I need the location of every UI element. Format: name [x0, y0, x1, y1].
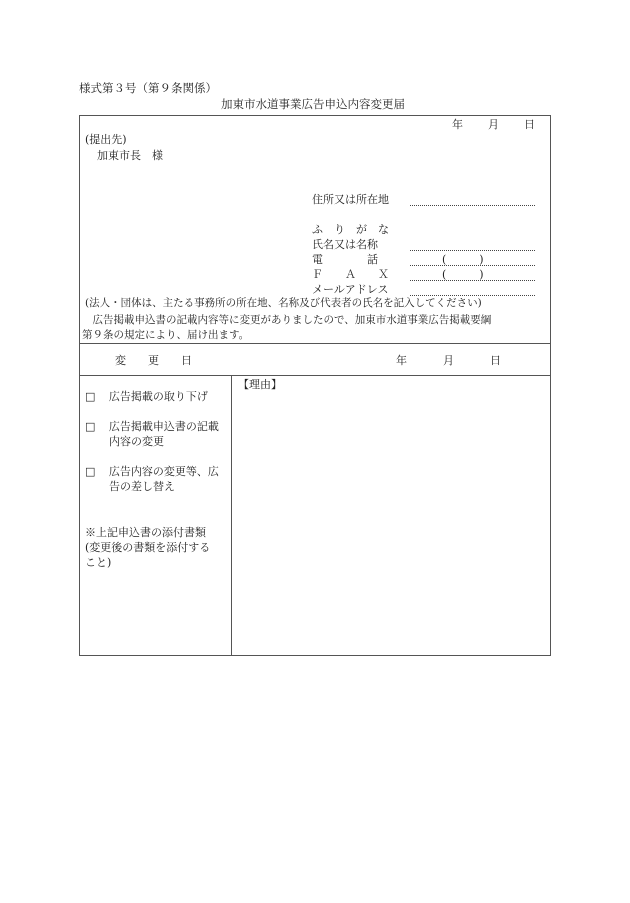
fax-label: Ｆ Ａ Ｘ — [312, 268, 389, 281]
option-replace-ad-label-1: 広告内容の変更等、広 — [108, 465, 219, 478]
option-replace-ad-label-2: 告の差し替え — [109, 480, 175, 493]
attachment-note-1: ※上記申込書の添付書類 — [85, 526, 206, 539]
divider-top — [80, 343, 550, 344]
name-label: 氏名又は名称 — [312, 238, 378, 251]
option-change-application-label-1: 広告掲載申込書の記載 — [108, 420, 219, 433]
form-number: 様式第３号（第９条関係） — [79, 81, 217, 95]
body-line-1: 広告掲載申込書の記載内容等に変更がありましたので、加東市水道事業広告掲載要綱 — [82, 314, 492, 326]
furigana-label: ふ り が な — [312, 223, 389, 236]
change-date-label: 変 更 日 — [115, 354, 192, 367]
option-withdraw-label: 広告掲載の取り下げ — [108, 390, 208, 403]
addressee: 加東市長 様 — [97, 149, 163, 162]
body-line-2: 第９条の規定により、届け出ます。 — [82, 329, 250, 341]
fax-paren: ( ) — [442, 268, 484, 281]
option-withdraw[interactable] — [85, 390, 208, 403]
phone-label: 電 話 — [312, 253, 378, 266]
option-replace-ad[interactable] — [85, 465, 219, 478]
email-field[interactable] — [410, 295, 535, 296]
checkbox-change-application[interactable]: □ — [85, 420, 96, 433]
attachment-note-2: (変更後の書類を添付する — [85, 541, 211, 554]
address-label: 住所又は所在地 — [312, 193, 389, 206]
date-month: 月 — [488, 118, 499, 131]
date-year: 年 — [452, 118, 463, 131]
reason-label: 【理由】 — [238, 378, 282, 391]
change-date-month: 月 — [443, 354, 454, 367]
form-frame — [79, 115, 551, 656]
date-day: 日 — [524, 118, 535, 131]
phone-paren: ( ) — [442, 253, 484, 266]
option-change-application[interactable] — [85, 420, 219, 433]
checkbox-withdraw[interactable]: □ — [85, 390, 96, 403]
email-label: メールアドレス — [312, 283, 389, 296]
change-date-year: 年 — [396, 354, 407, 367]
document-title: 加東市水道事業広告申込内容変更届 — [221, 97, 405, 111]
checkbox-replace-ad[interactable]: □ — [85, 465, 96, 478]
name-field[interactable] — [410, 250, 535, 251]
attachment-note-3: こと) — [85, 556, 112, 569]
option-change-application-label-2: 内容の変更 — [109, 435, 164, 448]
fax-field[interactable] — [410, 280, 535, 281]
change-date-day: 日 — [490, 354, 501, 367]
address-field[interactable] — [410, 205, 535, 206]
instruction-note: (法人・団体は、主たる事務所の所在地、名称及び代表者の氏名を記入してください) — [85, 297, 482, 309]
divider-middle — [80, 375, 550, 376]
reason-field[interactable] — [232, 392, 550, 655]
phone-field[interactable] — [410, 265, 535, 266]
submit-to-label: (提出先) — [85, 133, 127, 146]
